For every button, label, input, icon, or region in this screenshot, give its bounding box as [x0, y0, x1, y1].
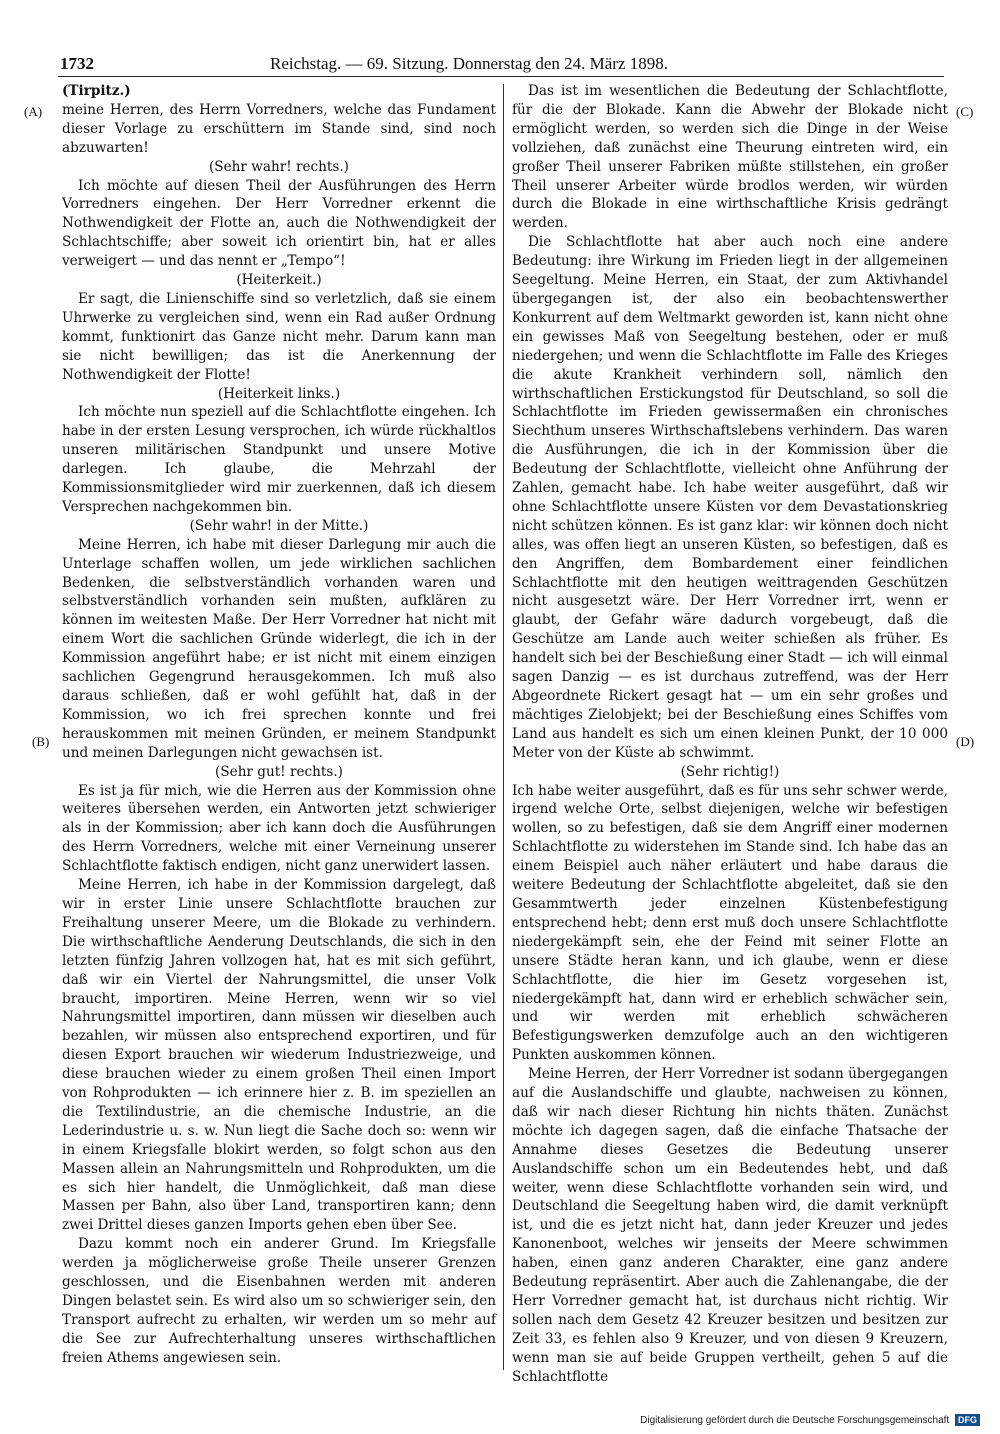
paragraph: Meine Herren, ich habe mit dieser Darlegung mir auch die Unterlage schaffen wollen, um jede wirklichen sachlichen Bedenken, die selbstverständlich vorhanden waren und selbstverständlich vorhanden sein mußten, aufklären zu können im weitesten Maße. Der Herr Vorredner hat nicht mit einem Wort die sachlichen Gründe widerlegt, die ich in der Kommission angeführt habe; er ist nicht mit einem einzigen sachlichen Gegengrund herausgekommen. Ich muß also daraus schließen, daß er wohl gefühlt hat, daß in der Kommission, wo ich frei sprechen konnte und frei herauskommen mit meinen Gründen, er meinem Standpunkt und meinen Darlegungen nicht gewachsen ist.	[62, 536, 496, 761]
paragraph: Ich habe weiter ausgeführt, daß es für uns sehr schwer werde, irgend welche Orte, selbst diejenigen, welche wir befestigen wollen, so zu befestigen, daß sie dem Angriff einer modernen Schlachtflotte zu widerstehen im Stande sind. Ich habe das an einem Beispiel auch näher erläutert und habe daraus die weitere Bedeutung der Schlachtflotte abgeleitet, daß sie den Gesammtwerth jeder einzelnen Küstenbefestigung entsprechend hebt; denn erst muß doch unsere Schlachtflotte niedergekämpft sein, ehe der Feind mit seiner Flotte an unsere Städte heran kann, und ich glaube, wenn er diese Schlachtflotte, die hier im Gesetz vorgesehen ist, niedergekämpft hat, dann wird er erheblich schwächer sein, und wir werden mit erheblich schwächeren Befestigungswerken demzufolge auch an den wichtigeren Punkten auskommen können.	[512, 782, 948, 1064]
interjection: (Sehr wahr! in der Mitte.)	[189, 517, 369, 534]
paragraph: Dazu kommt noch ein anderer Grund. Im Kriegsfalle werden ja möglicherweise große Theile unserer Grenzen geschlossen, und die Eisenbahnen werden mit anderen Dingen belastet sein. Es wird also um so schwieriger sein, den Transport aufrecht zu erhalten, wir werden um so mehr auf die See zur Aufrechterhaltung unseres wirthschaftlichen freien Athems angewiesen sein.	[62, 1236, 496, 1366]
page-header	[60, 50, 940, 78]
paragraph: Ich möchte auf diesen Theil der Ausführungen des Herrn Vorredners eingehen. Der Herr Vorredner erkennt die Nothwendigkeit der Flotte an, auch die Nothwendigkeit der Schlachtschiffe; aber soweit ich orientirt bin, hat er alles verweigert — und das nennt er „Tempo“!	[62, 177, 496, 270]
margin-marker-d: (D)	[956, 734, 975, 749]
dfg-logo: DFG	[955, 1414, 980, 1426]
interjection: (Sehr gut! rechts.)	[215, 763, 343, 780]
paragraph: meine Herren, des Herrn Vorredners, welche das Fundament dieser Vorlage zu erschüttern im Stande sind, sind noch abzuwarten!	[62, 101, 496, 156]
right-column	[512, 82, 948, 1387]
header-rule	[58, 76, 944, 77]
margin-marker-a: (A)	[24, 104, 43, 119]
paragraph: Die Schlachtflotte hat aber auch noch eine andere Bedeutung: ihre Wirkung im Frieden liegt in der allgemeinen Seegeltung. Meine Herren, ein Staat, der zum Aktivhandel übergegangen ist, der also ein beobachtenswerther Konkurrent auf dem Weltmarkt geworden ist, kann nicht ohne ein gewisses Maß von Seegeltung bestehen, oder er muß niedergehen; und wenn die Schlachtflotte im Falle des Krieges die akute Krankheit verhindern soll, nämlich den wirthschaftlichen Erstickungstod für Deutschland, so soll die Schlachtflotte im Frieden gewissermaßen ein chronisches Siechthum unseres Wirthschaftslebens verhindern. Das waren die Ausführungen, die ich in der Kommission über die Bedeutung der Schlachtflotte, vielleicht ohne Anführung der Zahlen, gemacht habe. Ich habe weiter ausgeführt, daß wir ohne Schlachtflotte unsere Küsten vor dem Devastationskrieg nicht schützen können. Es ist ganz klar: wir können doch nicht alles, was offen liegt an unseren Küsten, so befestigen, daß es den Angriffen, dem Bombardement einer feindlichen Schlachtflotte mit den heutigen weittragenden Geschützen nicht ausgesetzt wäre. Der Herr Vorredner irrt, wenn er glaubt, der Gefahr wäre dadurch vorgebeugt, daß die Geschütze am Lande auch weiter schießen als früher. Es handelt sich bei der Beschießung einer Stadt — ich will einmal sagen Danzig — es ist durchaus zutreffend, was der Herr Abgeordnete Rickert gesagt hat — um ein sehr großes und mächtiges Zielobjekt; bei der Beschießung eines Schiffes vom Land aus handelt es sich um einen kleinen Punkt, der 10 000 Meter von der Küste ab schwimmt.	[512, 234, 948, 761]
paragraph: Meine Herren, ich habe in der Kommission dargelegt, daß wir in erster Linie unsere Schlachtflotte brauchen zur Freihaltung unserer Meere, um die Blokade zu verhindern. Die wirthschaftliche Aenderung Deutschlands, die sich in den letzten fünfzig Jahren vollzogen hat, hat es mit sich geführt, daß wir ein Viertel der Nahrungsmittel, die unser Volk braucht, importiren. Meine Herren, wenn wir so viel Nahrungsmittel importiren, dann müssen wir dieselben auch bezahlen, wir müssen also entsprechend exportiren, und für diesen Export brauchen wir wiederum Industriezweige, und diese brauchen wieder zu einem großen Theil einen Import von Rohprodukten — ich erinnere hier z. B. im speziellen an die Textilindustrie, an die chemische Industrie, an die Lederindustrie u. s. w. Nun liegt die Sache doch so: wenn wir in einem Kriegsfalle blokirt werden, so folgt schon aus den Massen allein an Nahrungsmitteln und Rohprodukten, um die es sich hier handelt, die Unmöglichkeit, daß man diese Massen per Bahn, also über Land, transportiren kann; denn zwei Drittel dieses ganzen Imports gehen eben über See.	[62, 877, 496, 1234]
margin-marker-c: (C)	[956, 104, 974, 119]
paragraph: Das ist im wesentlichen die Bedeutung der Schlachtflotte, für die der Blokade. Kann die Abwehr der Blokade nicht ermöglicht werden, so werden sich die Dinge in der Weise vollziehen, daß zunächst eine Theurung eintreten wird, ein großer Theil unserer Fabriken müßte stillstehen, ein großer Theil unserer Arbeiter würde brodlos werden, wir würden durch die Blokade in eine wirthschaftliche Krisis gedrängt werden.	[512, 83, 948, 232]
page-number: 1732	[60, 54, 94, 73]
speaker-name: (Tirpitz.)	[62, 83, 131, 99]
paragraph: Er sagt, die Linienschiffe sind so verletzlich, daß sie einem Uhrwerke zu vergleichen sind, wenn ein Rad außer Ordnung kommt, funktionirt das Ganze nicht mehr. Darum kann man sie nicht bewilligen; das ist die Anerkennung der Nothwendigkeit der Flotte!	[62, 290, 496, 383]
paragraph: Meine Herren, der Herr Vorredner ist sodann übergegangen auf die Auslandschiffe und glaubte, nachweisen zu können, daß wir nach dieser Richtung hin nichts thäten. Zunächst möchte ich dagegen sagen, daß die einfache Thatsache der Annahme dieses Gesetzes die Bedeutung unserer Auslandschiffe schon um ein Bedeutendes hebt, und daß weiter, wenn diese Schlachtflotte vorhanden sein wird, und Deutschland die Seegeltung haben wird, die damit verknüpft ist, und die es jetzt nicht hat, dann jeder Kreuzer und jedes Kanonenboot, welches wir jenseits der Meere schwimmen haben, einen ganz anderen Charakter, eine ganz andere Bedeutung repräsentirt. Aber auch die Zahlenangabe, die der Herr Vorredner gemacht hat, ist durchaus nicht richtig. Wir sollen nach dem Gesetz 42 Kreuzer besitzen und besitzen zur Zeit 33, es fehlen also 9 Kreuzer, und von diesen 9 Kreuzern, wenn man sie auf beide Gruppen vertheilt, gehen 5 auf die Schlachtflotte	[512, 1066, 948, 1385]
paragraph: Ich möchte nun speziell auf die Schlachtflotte eingehen. Ich habe in der ersten Lesung versprochen, ich würde rückhaltlos unseren militärischen Standpunkt und unsere Motive darlegen. Ich glaube, die Mehrzahl der Kommissionsmitglieder wird mir zuerkennen, daß ich diesem Versprechen nachgekommen bin.	[62, 404, 496, 515]
margin-marker-b: (B)	[32, 734, 50, 749]
paragraph: Es ist ja für mich, wie die Herren aus der Kommission ohne weiteres übersehen werden, ein Antworten jetzt schwieriger als in der Kommission; aber ich kann doch die Ausführungen des Herrn Vorredners, welche mit einer Verneinung unserer Schlachtflotte faktisch endigen, nicht ganz unerwidert lassen.	[62, 782, 496, 875]
interjection: (Sehr wahr! rechts.)	[209, 158, 349, 175]
footer-text: Digitalisierung gefördert durch die Deutsche Forschungsgemeinschaft	[640, 1415, 950, 1426]
footer	[640, 1414, 980, 1426]
left-column	[62, 82, 496, 1368]
interjection: (Heiterkeit links.)	[217, 385, 341, 402]
interjection: (Sehr richtig!)	[680, 763, 780, 780]
column-divider	[503, 84, 504, 1370]
running-title: Reichstag. — 69. Sitzung. Donnerstag den 24. März 1898.	[270, 54, 669, 73]
interjection: (Heiterkeit.)	[236, 272, 322, 289]
